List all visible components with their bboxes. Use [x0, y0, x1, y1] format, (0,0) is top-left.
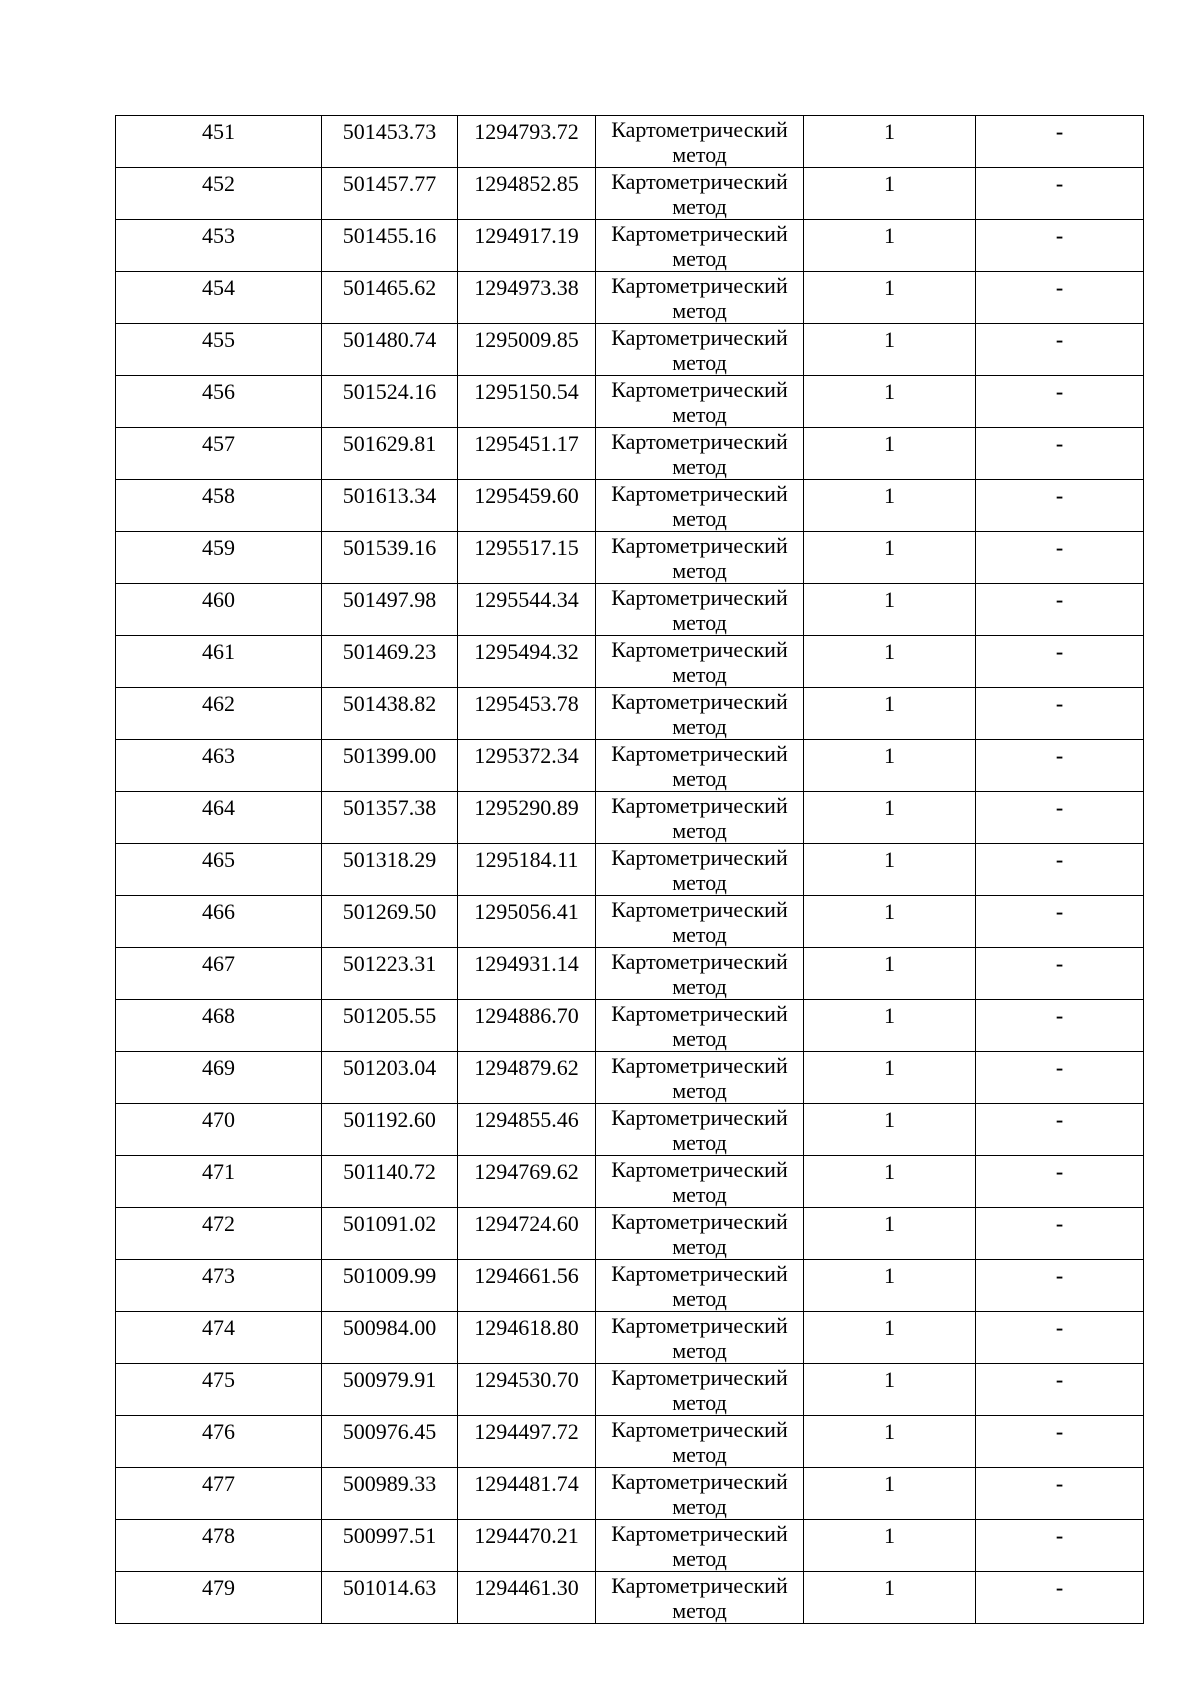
point-number-cell: 476 — [116, 1416, 322, 1468]
point-number-cell: 465 — [116, 844, 322, 896]
method-cell: Картометрический метод — [596, 1052, 804, 1104]
method-cell: Картометрический метод — [596, 1260, 804, 1312]
accuracy-cell: 1 — [804, 116, 976, 168]
table-row — [116, 1000, 1144, 1052]
method-cell: Картометрический метод — [596, 740, 804, 792]
description-cell: - — [976, 1520, 1144, 1572]
x-coordinate-cell: 500997.51 — [322, 1520, 458, 1572]
method-cell: Картометрический метод — [596, 688, 804, 740]
accuracy-cell: 1 — [804, 168, 976, 220]
y-coordinate-cell: 1294973.38 — [458, 272, 596, 324]
y-coordinate-cell: 1294769.62 — [458, 1156, 596, 1208]
method-cell: Картометрический метод — [596, 532, 804, 584]
table-row — [116, 272, 1144, 324]
x-coordinate-cell: 501613.34 — [322, 480, 458, 532]
table-row — [116, 1312, 1144, 1364]
y-coordinate-cell: 1294855.46 — [458, 1104, 596, 1156]
x-coordinate-cell: 501455.16 — [322, 220, 458, 272]
x-coordinate-cell: 501091.02 — [322, 1208, 458, 1260]
y-coordinate-cell: 1294497.72 — [458, 1416, 596, 1468]
point-number-cell: 452 — [116, 168, 322, 220]
x-coordinate-cell: 501524.16 — [322, 376, 458, 428]
y-coordinate-cell: 1294879.62 — [458, 1052, 596, 1104]
y-coordinate-cell: 1294724.60 — [458, 1208, 596, 1260]
point-number-cell: 468 — [116, 1000, 322, 1052]
y-coordinate-cell: 1295150.54 — [458, 376, 596, 428]
y-coordinate-cell: 1295290.89 — [458, 792, 596, 844]
method-cell: Картометрический метод — [596, 480, 804, 532]
y-coordinate-cell: 1294661.56 — [458, 1260, 596, 1312]
x-coordinate-cell: 501192.60 — [322, 1104, 458, 1156]
x-coordinate-cell: 501399.00 — [322, 740, 458, 792]
description-cell: - — [976, 1104, 1144, 1156]
x-coordinate-cell: 501223.31 — [322, 948, 458, 1000]
table-row — [116, 1416, 1144, 1468]
x-coordinate-cell: 501453.73 — [322, 116, 458, 168]
method-cell: Картометрический метод — [596, 896, 804, 948]
description-cell: - — [976, 688, 1144, 740]
method-cell: Картометрический метод — [596, 1520, 804, 1572]
table-row — [116, 324, 1144, 376]
table-row — [116, 1520, 1144, 1572]
point-number-cell: 477 — [116, 1468, 322, 1520]
y-coordinate-cell: 1294618.80 — [458, 1312, 596, 1364]
description-cell: - — [976, 428, 1144, 480]
y-coordinate-cell: 1295372.34 — [458, 740, 596, 792]
y-coordinate-cell: 1295056.41 — [458, 896, 596, 948]
table-row — [116, 1104, 1144, 1156]
point-number-cell: 461 — [116, 636, 322, 688]
x-coordinate-cell: 500976.45 — [322, 1416, 458, 1468]
description-cell: - — [976, 792, 1144, 844]
y-coordinate-cell: 1294793.72 — [458, 116, 596, 168]
description-cell: - — [976, 1312, 1144, 1364]
accuracy-cell: 1 — [804, 324, 976, 376]
accuracy-cell: 1 — [804, 376, 976, 428]
accuracy-cell: 1 — [804, 1260, 976, 1312]
table-row — [116, 1468, 1144, 1520]
y-coordinate-cell: 1295451.17 — [458, 428, 596, 480]
table-row — [116, 844, 1144, 896]
coordinates-table — [115, 115, 1144, 1624]
accuracy-cell: 1 — [804, 1364, 976, 1416]
table-row — [116, 480, 1144, 532]
point-number-cell: 451 — [116, 116, 322, 168]
accuracy-cell: 1 — [804, 480, 976, 532]
description-cell: - — [976, 1468, 1144, 1520]
table-row — [116, 1260, 1144, 1312]
description-cell: - — [976, 584, 1144, 636]
y-coordinate-cell: 1294886.70 — [458, 1000, 596, 1052]
accuracy-cell: 1 — [804, 792, 976, 844]
description-cell: - — [976, 844, 1144, 896]
table-row — [116, 896, 1144, 948]
method-cell: Картометрический метод — [596, 948, 804, 1000]
table-row — [116, 792, 1144, 844]
x-coordinate-cell: 500984.00 — [322, 1312, 458, 1364]
method-cell: Картометрический метод — [596, 1468, 804, 1520]
x-coordinate-cell: 501469.23 — [322, 636, 458, 688]
description-cell: - — [976, 532, 1144, 584]
x-coordinate-cell: 501140.72 — [322, 1156, 458, 1208]
point-number-cell: 454 — [116, 272, 322, 324]
x-coordinate-cell: 501009.99 — [322, 1260, 458, 1312]
y-coordinate-cell: 1295184.11 — [458, 844, 596, 896]
x-coordinate-cell: 501457.77 — [322, 168, 458, 220]
table-row — [116, 1208, 1144, 1260]
point-number-cell: 466 — [116, 896, 322, 948]
method-cell: Картометрический метод — [596, 1000, 804, 1052]
method-cell: Картометрический метод — [596, 844, 804, 896]
accuracy-cell: 1 — [804, 584, 976, 636]
accuracy-cell: 1 — [804, 636, 976, 688]
x-coordinate-cell: 501438.82 — [322, 688, 458, 740]
point-number-cell: 455 — [116, 324, 322, 376]
point-number-cell: 456 — [116, 376, 322, 428]
accuracy-cell: 1 — [804, 688, 976, 740]
x-coordinate-cell: 501203.04 — [322, 1052, 458, 1104]
method-cell: Картометрический метод — [596, 116, 804, 168]
point-number-cell: 459 — [116, 532, 322, 584]
description-cell: - — [976, 324, 1144, 376]
table-row — [116, 1572, 1144, 1624]
description-cell: - — [976, 116, 1144, 168]
method-cell: Картометрический метод — [596, 1208, 804, 1260]
description-cell: - — [976, 168, 1144, 220]
table-row — [116, 1364, 1144, 1416]
description-cell: - — [976, 1260, 1144, 1312]
method-cell: Картометрический метод — [596, 272, 804, 324]
x-coordinate-cell: 501205.55 — [322, 1000, 458, 1052]
y-coordinate-cell: 1294530.70 — [458, 1364, 596, 1416]
description-cell: - — [976, 740, 1144, 792]
table-row — [116, 116, 1144, 168]
description-cell: - — [976, 1156, 1144, 1208]
method-cell: Картометрический метод — [596, 1156, 804, 1208]
description-cell: - — [976, 1364, 1144, 1416]
point-number-cell: 464 — [116, 792, 322, 844]
x-coordinate-cell: 501357.38 — [322, 792, 458, 844]
accuracy-cell: 1 — [804, 1416, 976, 1468]
x-coordinate-cell: 501629.81 — [322, 428, 458, 480]
accuracy-cell: 1 — [804, 1572, 976, 1624]
method-cell: Картометрический метод — [596, 428, 804, 480]
description-cell: - — [976, 1572, 1144, 1624]
table-row — [116, 948, 1144, 1000]
accuracy-cell: 1 — [804, 1208, 976, 1260]
point-number-cell: 475 — [116, 1364, 322, 1416]
accuracy-cell: 1 — [804, 740, 976, 792]
description-cell: - — [976, 272, 1144, 324]
point-number-cell: 478 — [116, 1520, 322, 1572]
table-row — [116, 636, 1144, 688]
table-row — [116, 428, 1144, 480]
point-number-cell: 474 — [116, 1312, 322, 1364]
description-cell: - — [976, 1000, 1144, 1052]
description-cell: - — [976, 896, 1144, 948]
method-cell: Картометрический метод — [596, 1104, 804, 1156]
y-coordinate-cell: 1295459.60 — [458, 480, 596, 532]
point-number-cell: 453 — [116, 220, 322, 272]
x-coordinate-cell: 501014.63 — [322, 1572, 458, 1624]
method-cell: Картометрический метод — [596, 376, 804, 428]
description-cell: - — [976, 1208, 1144, 1260]
accuracy-cell: 1 — [804, 948, 976, 1000]
table-row — [116, 376, 1144, 428]
x-coordinate-cell: 501465.62 — [322, 272, 458, 324]
accuracy-cell: 1 — [804, 1052, 976, 1104]
y-coordinate-cell: 1294461.30 — [458, 1572, 596, 1624]
description-cell: - — [976, 480, 1144, 532]
accuracy-cell: 1 — [804, 844, 976, 896]
y-coordinate-cell: 1294481.74 — [458, 1468, 596, 1520]
point-number-cell: 471 — [116, 1156, 322, 1208]
accuracy-cell: 1 — [804, 896, 976, 948]
method-cell: Картометрический метод — [596, 1364, 804, 1416]
method-cell: Картометрический метод — [596, 1312, 804, 1364]
table-row — [116, 740, 1144, 792]
table-row — [116, 1052, 1144, 1104]
method-cell: Картометрический метод — [596, 636, 804, 688]
method-cell: Картометрический метод — [596, 1416, 804, 1468]
x-coordinate-cell: 501497.98 — [322, 584, 458, 636]
table-row — [116, 532, 1144, 584]
table-row — [116, 168, 1144, 220]
description-cell: - — [976, 1416, 1144, 1468]
accuracy-cell: 1 — [804, 1000, 976, 1052]
accuracy-cell: 1 — [804, 1104, 976, 1156]
table-row — [116, 1156, 1144, 1208]
point-number-cell: 462 — [116, 688, 322, 740]
x-coordinate-cell: 501318.29 — [322, 844, 458, 896]
y-coordinate-cell: 1294931.14 — [458, 948, 596, 1000]
x-coordinate-cell: 501269.50 — [322, 896, 458, 948]
table-row — [116, 584, 1144, 636]
point-number-cell: 467 — [116, 948, 322, 1000]
accuracy-cell: 1 — [804, 220, 976, 272]
method-cell: Картометрический метод — [596, 220, 804, 272]
point-number-cell: 457 — [116, 428, 322, 480]
table-row — [116, 220, 1144, 272]
point-number-cell: 469 — [116, 1052, 322, 1104]
accuracy-cell: 1 — [804, 272, 976, 324]
point-number-cell: 479 — [116, 1572, 322, 1624]
y-coordinate-cell: 1294852.85 — [458, 168, 596, 220]
y-coordinate-cell: 1295453.78 — [458, 688, 596, 740]
y-coordinate-cell: 1295517.15 — [458, 532, 596, 584]
x-coordinate-cell: 501539.16 — [322, 532, 458, 584]
point-number-cell: 463 — [116, 740, 322, 792]
table-row — [116, 688, 1144, 740]
description-cell: - — [976, 376, 1144, 428]
point-number-cell: 470 — [116, 1104, 322, 1156]
accuracy-cell: 1 — [804, 428, 976, 480]
method-cell: Картометрический метод — [596, 324, 804, 376]
accuracy-cell: 1 — [804, 1156, 976, 1208]
point-number-cell: 472 — [116, 1208, 322, 1260]
y-coordinate-cell: 1295544.34 — [458, 584, 596, 636]
description-cell: - — [976, 1052, 1144, 1104]
y-coordinate-cell: 1294917.19 — [458, 220, 596, 272]
accuracy-cell: 1 — [804, 1312, 976, 1364]
table-body — [116, 116, 1144, 1624]
method-cell: Картометрический метод — [596, 584, 804, 636]
y-coordinate-cell: 1294470.21 — [458, 1520, 596, 1572]
method-cell: Картометрический метод — [596, 792, 804, 844]
accuracy-cell: 1 — [804, 1520, 976, 1572]
y-coordinate-cell: 1295009.85 — [458, 324, 596, 376]
description-cell: - — [976, 220, 1144, 272]
point-number-cell: 458 — [116, 480, 322, 532]
x-coordinate-cell: 501480.74 — [322, 324, 458, 376]
accuracy-cell: 1 — [804, 532, 976, 584]
method-cell: Картометрический метод — [596, 1572, 804, 1624]
x-coordinate-cell: 500989.33 — [322, 1468, 458, 1520]
point-number-cell: 460 — [116, 584, 322, 636]
point-number-cell: 473 — [116, 1260, 322, 1312]
description-cell: - — [976, 636, 1144, 688]
accuracy-cell: 1 — [804, 1468, 976, 1520]
method-cell: Картометрический метод — [596, 168, 804, 220]
x-coordinate-cell: 500979.91 — [322, 1364, 458, 1416]
y-coordinate-cell: 1295494.32 — [458, 636, 596, 688]
description-cell: - — [976, 948, 1144, 1000]
